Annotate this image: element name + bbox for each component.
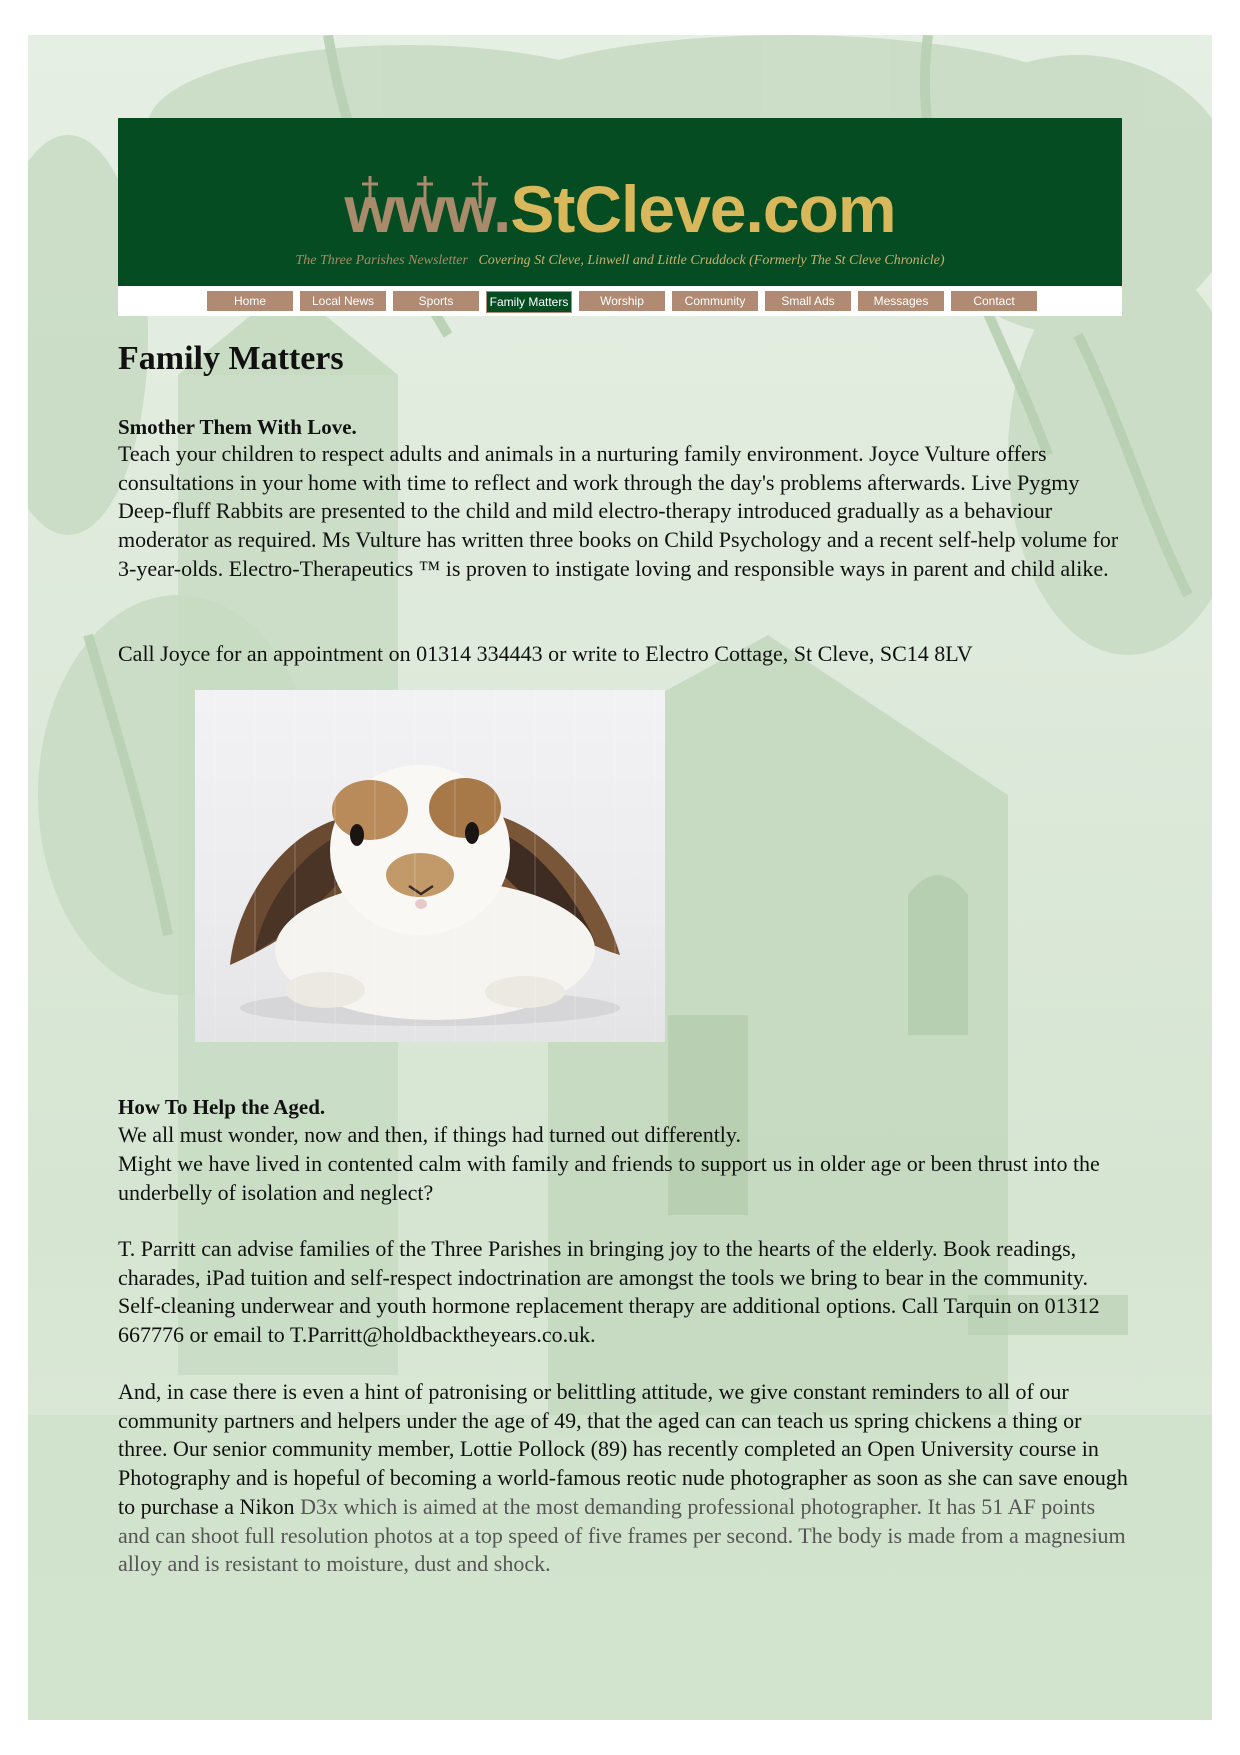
- nav-worship[interactable]: Worship: [579, 291, 665, 311]
- nav-small-ads[interactable]: Small Ads: [765, 291, 851, 311]
- article1-contact: Call Joyce for an appointment on 01314 334443 or write to Electro Cottage, St Cleve, SC14 8LV: [118, 641, 973, 666]
- article2-para3-main: And, in case there is even a hint of patronising or belittling attitude, we give constant reminders to all of our community partners and helpers under the age of 49, that the aged can can teach us spring chickens a thing or three. Our senior community member, Lottie Pollock (89) has recently completed an Open University course in Photography and is hopeful of becoming a world-famous reotic nude photographer as soon as she can save enough to purchase a Nikon: [118, 1379, 1128, 1519]
- page-title: Family Matters: [118, 340, 344, 377]
- logo-www: www.: [344, 172, 511, 246]
- main-nav: [118, 286, 1122, 316]
- site-tagline: [118, 253, 1122, 269]
- rabbit-photo: [195, 690, 665, 1042]
- article2-line1: We all must wonder, now and then, if things had turned out differently.: [118, 1122, 741, 1147]
- tagline-coverage: Covering St Cleve, Linwell and Little Cruddock (Formerly The St Cleve Chronicle): [478, 253, 945, 268]
- site-header-banner: [118, 118, 1122, 286]
- site-logo[interactable]: [118, 172, 1122, 246]
- nav-messages[interactable]: Messages: [858, 291, 944, 311]
- tagline-newsletter: The Three Parishes Newsletter: [295, 253, 468, 268]
- nav-family-matters[interactable]: Family Matters: [486, 291, 572, 313]
- article1-heading: Smother Them With Love.: [118, 415, 357, 439]
- nav-home[interactable]: Home: [207, 291, 293, 311]
- article2-para3-faded: D3x which is aimed at the most demanding professional photographer. It has 51 AF points and can shoot full resolution photos at a top speed of five frames per second. The body is made from a magnesium alloy and is resistant to moisture, dust and shock.: [118, 1493, 1126, 1577]
- nav-local-news[interactable]: Local News: [300, 291, 386, 311]
- nav-community[interactable]: Community: [672, 291, 758, 311]
- article2-heading: How To Help the Aged.: [118, 1095, 326, 1119]
- article2-para2: T. Parritt can advise families of the Three Parishes in bringing joy to the hearts of the elderly. Book readings, charades, iPad tuition and self-respect indoctrination are amongst the tools we bring to bear in the community. Self-cleaning underwear and youth hormone replacement therapy are additional options. Call Tarquin on 01312 667776 or email to T.Parritt@holdbacktheyears.co.uk.: [118, 1236, 1100, 1348]
- article1-body: Teach your children to respect adults and animals in a nurturing family environment. Joyce Vulture offers consultations in your home with time to reflect and work through the day's problems afterwards. Live Pygmy Deep-fluff Rabbits are presented to the child and mild electro-therapy introduced gradually as a behaviour moderator as required. Ms Vulture has written three books on Child Psychology and a recent self-help volume for 3-year-olds. Electro-Therapeutics ™ is proven to instigate loving and responsible ways in parent and child alike.: [118, 441, 1119, 581]
- main-content: [118, 340, 1128, 666]
- nav-sports[interactable]: Sports: [393, 291, 479, 311]
- article2-para3: [118, 1378, 1128, 1579]
- article2-line2: Might we have lived in contented calm with family and friends to support us in older age or been thrust into the underbelly of isolation and neglect?: [118, 1151, 1100, 1205]
- logo-name: StCleve.com: [510, 172, 896, 246]
- nav-contact[interactable]: Contact: [951, 291, 1037, 311]
